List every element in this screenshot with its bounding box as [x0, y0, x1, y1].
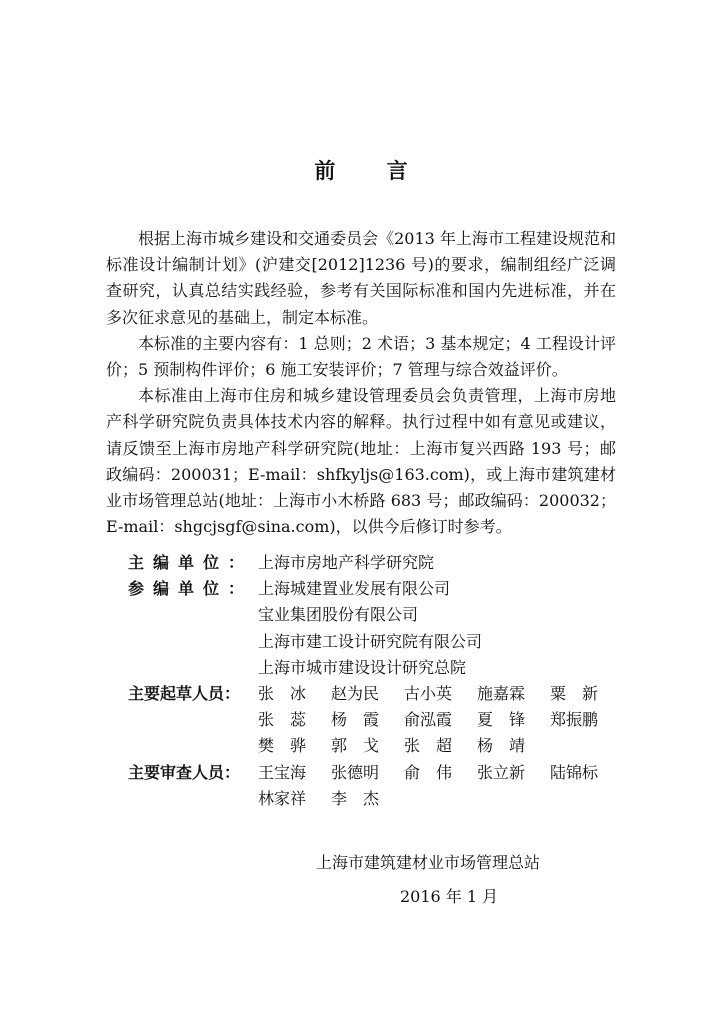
reviewers-label	[128, 760, 258, 812]
person-name: 樊骅	[258, 736, 323, 756]
person-name: 陆锦标	[550, 762, 599, 782]
drafters-label	[128, 681, 258, 760]
chief-unit-label-text: 主编单位	[128, 553, 229, 572]
person-name: 林家祥	[258, 788, 307, 808]
person-name: 张冰	[258, 684, 323, 704]
person-name: 粟新	[550, 684, 615, 704]
participating-units-label	[128, 576, 258, 681]
participating-units-orgs	[258, 576, 618, 681]
person-name: 郑振鹏	[550, 710, 599, 730]
person-name: 张蕊	[258, 710, 323, 730]
org-name: 上海市房地产科学研究院	[258, 553, 435, 572]
org-name: 上海城建置业发展有限公司	[258, 579, 451, 599]
colon: ：	[228, 579, 245, 599]
person-name: 杨霞	[331, 710, 396, 730]
participating-units-label-text: 参编单位	[128, 579, 229, 599]
signature-block	[316, 846, 616, 914]
signature-org: 上海市建筑建材业市场管理总站	[316, 853, 541, 872]
paragraph: 本标准的主要内容有：1 总则；2 术语；3 基本规定；4 工程设计评价；5 预制构件评价；6 施工安装评价；7 管理与综合效益评价。	[106, 333, 616, 380]
chief-unit-label	[128, 550, 258, 576]
person-name: 俞伟	[404, 762, 469, 782]
reviewers-names	[258, 760, 623, 812]
signature-date: 2016 年 1 月	[400, 887, 499, 906]
body-text	[106, 226, 616, 540]
person-name: 张德明	[331, 762, 380, 782]
person-name: 李杰	[331, 788, 396, 808]
person-name: 夏锋	[477, 710, 542, 730]
drafters-label-text: 主要起草人员	[128, 684, 225, 704]
org-name: 上海市城市建设设计研究总院	[258, 657, 467, 677]
person-name: 郭戈	[331, 736, 396, 756]
participating-units-row	[128, 576, 618, 681]
credits-section	[128, 550, 618, 812]
colon: ：	[224, 762, 241, 782]
paragraph: 根据上海市城乡建设和交通委员会《2013 年上海市工程建设规范和标准设计编制计划》(沪建交[2012]1236 号)的要求，编制组经广泛调查研究，认真总结实践经验，参考有关国际标准和国内先进标准，并在多次征求意见的基础上，制定本标准。	[106, 229, 616, 327]
person-name: 俞泓霞	[404, 710, 453, 730]
colon: ：	[224, 684, 241, 704]
person-name: 王宝海	[258, 762, 307, 782]
chief-unit-orgs	[258, 550, 618, 576]
person-name: 古小英	[404, 684, 453, 704]
colon: ：	[228, 553, 245, 572]
chief-unit-row	[128, 550, 618, 576]
reviewers-label-text: 主要审查人员	[128, 762, 225, 782]
org-name: 上海市建工设计研究院有限公司	[258, 631, 483, 651]
person-name: 杨靖	[477, 736, 542, 756]
person-name: 赵为民	[331, 684, 380, 704]
paragraph: 本标准由上海市住房和城乡建设管理委员会负责管理，上海市房地产科学研究院负责具体技术内容的解释。执行过程中如有意见或建议，请反馈至上海市房地产科学研究院(地址：上海市复兴西路 193 号；邮政编码：200031；E-mail：shfkyljs@163.com)，或上海市建筑建材业市场管理总站(地址：上海市小木桥路 683 号；邮政编码：200032；E-mail：shgcjsgf@sina.com)，以供今后修订时参考。	[106, 386, 616, 537]
person-name: 张立新	[477, 762, 526, 782]
person-name: 施嘉霖	[477, 684, 526, 704]
drafters-names	[258, 681, 623, 760]
person-name: 张超	[404, 736, 469, 756]
page-title: 前 言	[314, 159, 430, 183]
reviewers-row	[128, 760, 618, 812]
org-name: 宝业集团股份有限公司	[258, 605, 419, 625]
drafters-row	[128, 681, 618, 760]
